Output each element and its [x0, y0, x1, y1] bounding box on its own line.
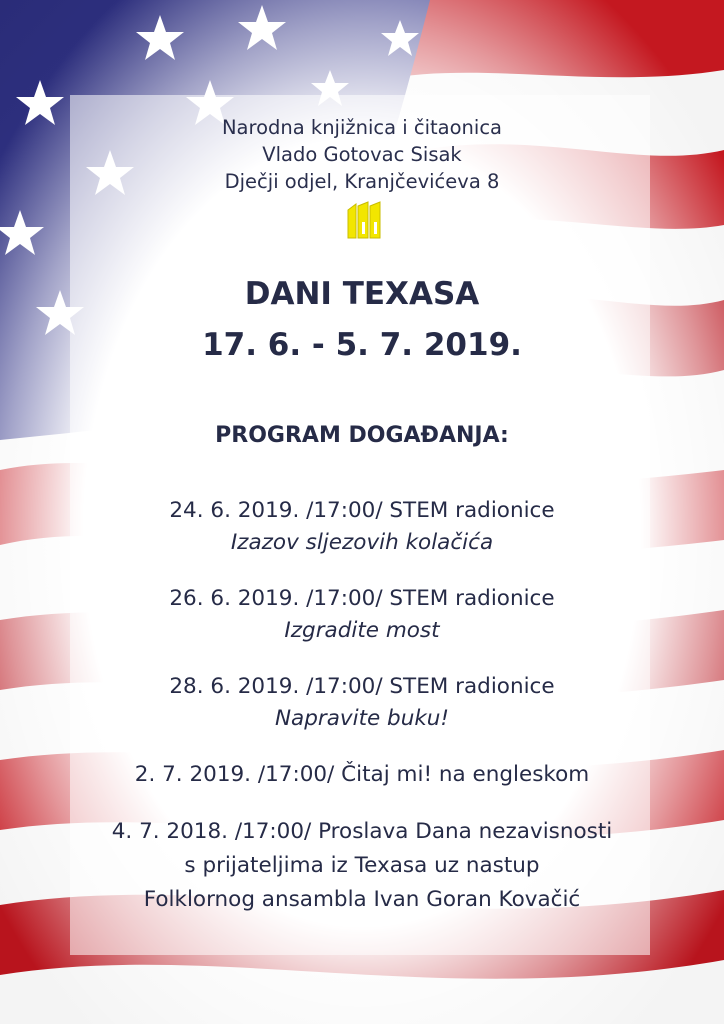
- program-item-when: 26. 6. 2019. /17:00/ STEM radionice: [169, 586, 555, 611]
- library-address: [0, 114, 724, 195]
- program-item-name: Izgradite most: [284, 618, 440, 643]
- event-title: DANI TEXASA: [244, 276, 480, 312]
- program-item: [0, 583, 724, 647]
- program-item-line1: 4. 7. 2018. /17:00/ Proslava Dana nezavisnosti: [111, 819, 613, 844]
- program-heading: PROGRAM DOGAĐANJA:: [215, 423, 509, 448]
- program-item-when: 28. 6. 2019. /17:00/ STEM radionice: [169, 674, 555, 699]
- program-item: [0, 815, 724, 917]
- program-item: [0, 759, 724, 791]
- program-item-when: 24. 6. 2019. /17:00/ STEM radionice: [169, 498, 555, 523]
- program-item: [0, 495, 724, 559]
- library-book-logo-icon: [346, 200, 388, 240]
- program-item-name: Napravite buku!: [274, 706, 450, 731]
- program-item-name: Izazov sljezovih kolačića: [230, 530, 494, 555]
- library-name-line1: Narodna knjižnica i čitaonica: [221, 116, 503, 139]
- library-name-line2: Vlado Gotovac Sisak: [262, 143, 462, 166]
- program-list: [0, 495, 724, 941]
- program-item-line2: s prijateljima iz Texasa uz nastup: [184, 853, 540, 878]
- event-dates: 17. 6. - 5. 7. 2019.: [202, 327, 522, 363]
- program-item: [0, 671, 724, 735]
- program-item-when: 2. 7. 2019. /17:00/ Čitaj mi! na engleskom: [134, 762, 590, 787]
- library-department-line: Dječji odjel, Kranjčevićeva 8: [224, 170, 500, 193]
- program-item-line3: Folklornog ansambla Ivan Goran Kovačić: [143, 887, 581, 912]
